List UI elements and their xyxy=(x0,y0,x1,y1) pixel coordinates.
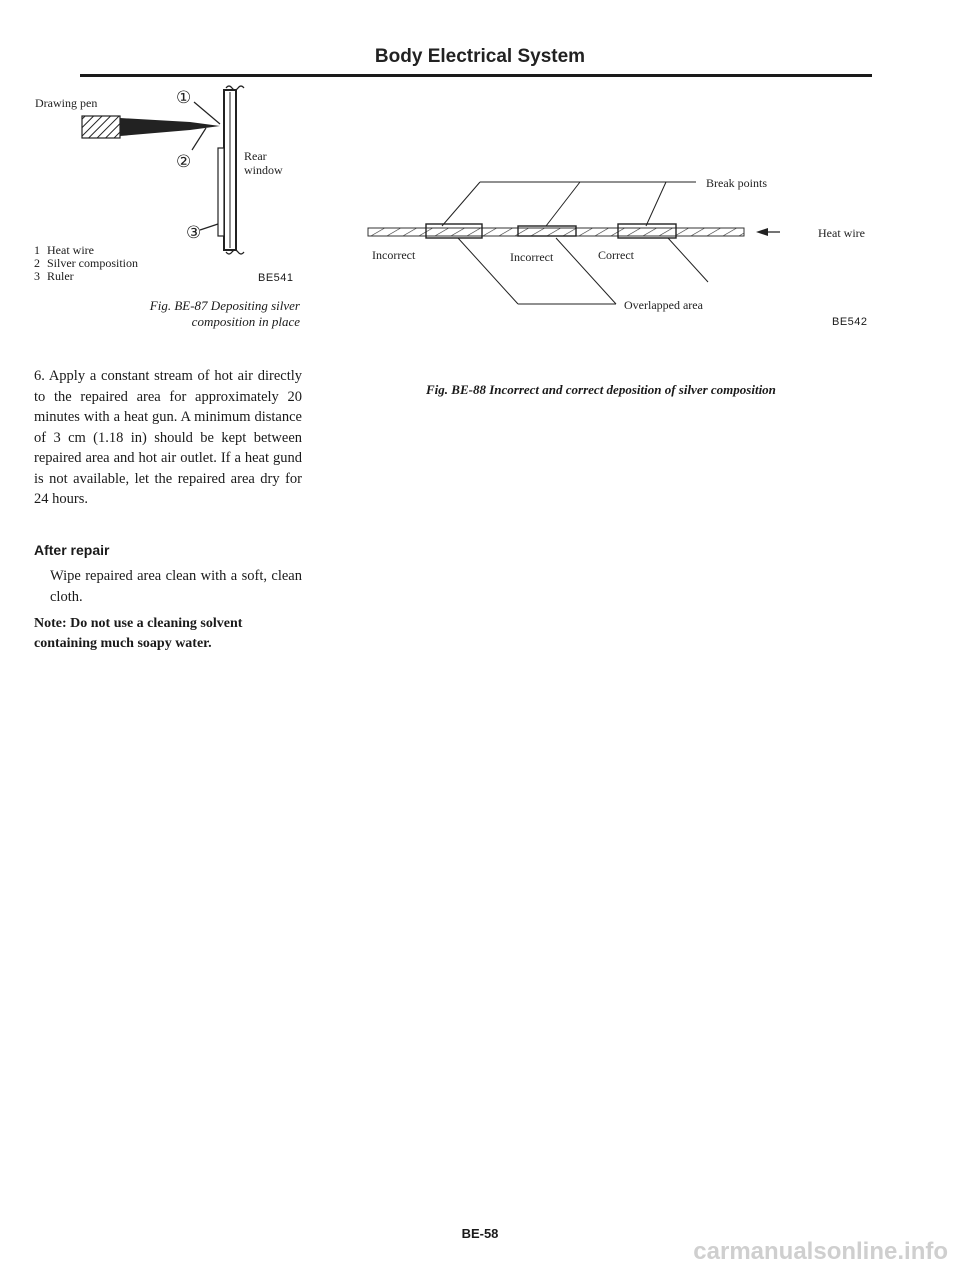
incorrect-left-label: Incorrect xyxy=(372,248,416,262)
after-repair-text: Wipe repaired area clean with a soft, clean cloth. xyxy=(50,568,302,605)
break-points-label: Break points xyxy=(706,176,767,190)
caption-line-1: Fig. BE-87 Depositing silver xyxy=(149,298,300,313)
note-paragraph: Note: Do not use a cleaning solvent containing much soapy water. xyxy=(34,616,243,651)
page-number: BE-58 xyxy=(461,1226,499,1241)
legend-text: Heat wire xyxy=(47,243,94,257)
legend-text: Ruler xyxy=(47,269,74,283)
figure-be87-legend xyxy=(34,244,138,283)
correct-label: Correct xyxy=(598,248,634,262)
caption-line-2: composition in place xyxy=(191,314,300,329)
legend-num: 1 xyxy=(34,243,40,257)
figure-be88-caption: Fig. BE-88 Incorrect and correct deposition of silver composition xyxy=(426,382,776,397)
legend-text: Silver composition xyxy=(47,256,138,270)
drawing-pen-label: Drawing pen xyxy=(35,96,98,110)
legend-num: 2 xyxy=(34,256,40,270)
callout-2: ② xyxy=(176,152,192,171)
incorrect-mid-label: Incorrect xyxy=(510,250,554,264)
callout-1: ① xyxy=(176,88,192,107)
figure-be88-code: BE542 xyxy=(832,316,868,328)
watermark: carmanualsonline.info xyxy=(693,1238,948,1265)
rear-window-line-1: Rear xyxy=(244,149,267,163)
legend-item xyxy=(34,270,138,283)
figure-be87-caption xyxy=(60,298,300,330)
heat-wire-label: Heat wire xyxy=(818,226,865,240)
figure-be87-code: BE541 xyxy=(258,272,294,284)
rear-window-line-2: window xyxy=(244,163,283,177)
after-repair-paragraph xyxy=(50,566,302,607)
step-6-paragraph: 6. Apply a constant stream of hot air directly to the repaired area for approximately 20 minutes with a heat gun. A minimum distance of 3 cm (1.18 in) should be kept between repaired area and hot air outlet. If a heat gund is not available, let the repaired area dry for 24 hours. xyxy=(34,368,302,507)
legend-num: 3 xyxy=(34,269,40,283)
callout-3: ③ xyxy=(186,223,202,242)
page-header-title: Body Electrical System xyxy=(374,46,586,67)
after-repair-heading: After repair xyxy=(34,542,110,558)
overlapped-area-label: Overlapped area xyxy=(624,298,703,312)
rear-window-label xyxy=(244,149,283,177)
header-rule xyxy=(80,74,872,77)
